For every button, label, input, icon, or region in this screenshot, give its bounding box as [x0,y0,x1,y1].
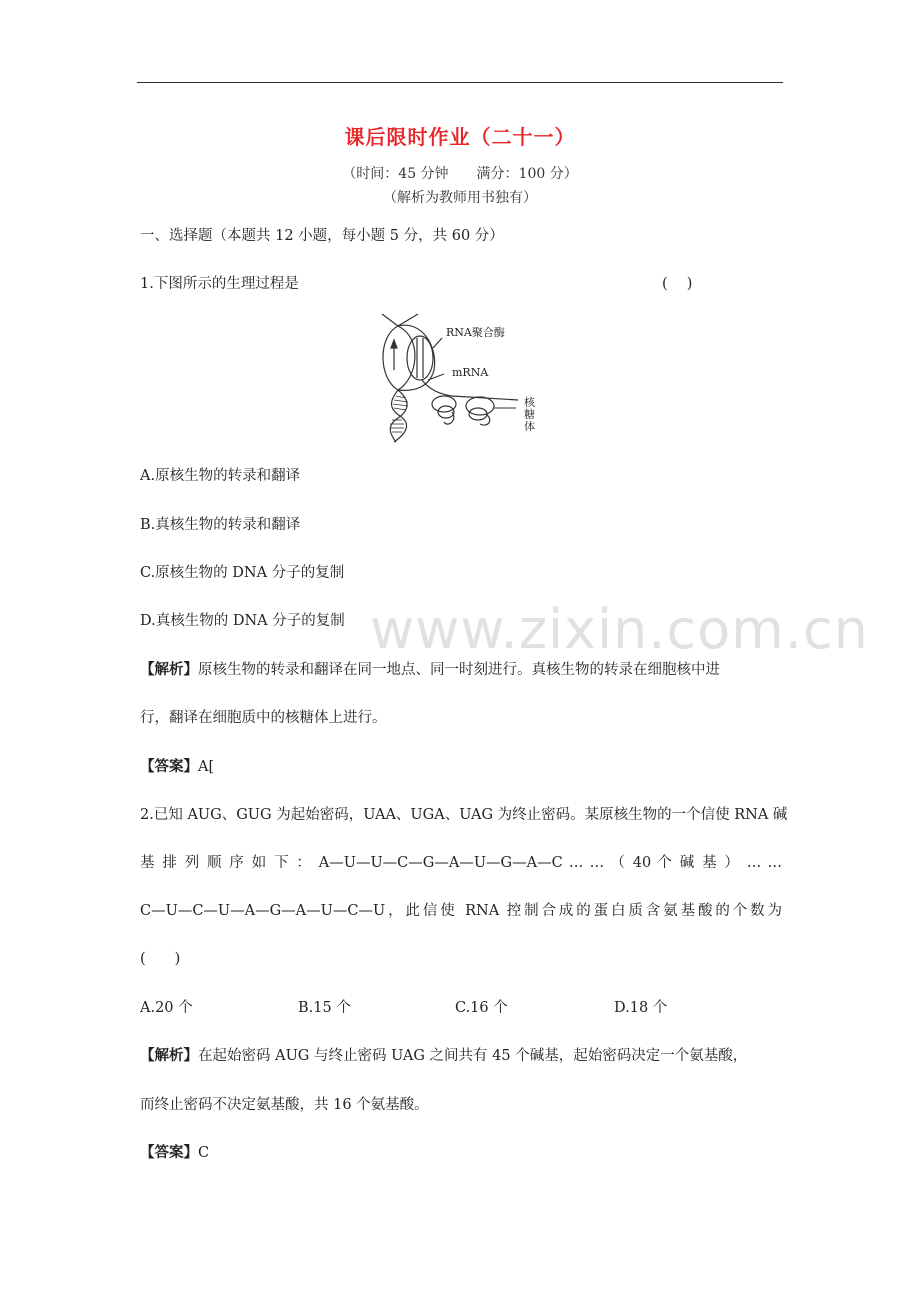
q2-option-b: B.15 个 [298,1000,351,1016]
q1-option-d: D.真核生物的 DNA 分子的复制 [140,613,345,629]
q2-analysis-line1 [140,1044,747,1065]
direction-arrow-icon [391,340,397,370]
q2-analysis-text1: 在起始密码 AUG 与终止密码 UAG 之间共有 45 个碱基，起始密码决定一个氨基酸， [198,1048,748,1064]
section-heading: 一、选择题（本题共 12 小题，每小题 5 分，共 60 分） [140,228,504,244]
q2-answer [140,1141,209,1162]
dna-bubble [382,314,435,390]
q1-analysis-line1 [140,658,720,679]
q1-answer-tag: 【答案】 [140,758,198,775]
q1-analysis-line2: 行，翻译在细胞质中的核糖体上进行。 [140,710,387,726]
time-info: （时间：45 分钟 满分：100 分） [342,166,578,182]
q2-option-d: D.18 个 [614,1000,668,1016]
page-title: 课后限时作业（二十一） [344,125,576,149]
q1-option-c: C.原核生物的 DNA 分子的复制 [140,565,345,581]
mrna-pointer [428,374,444,380]
mrna-strand [422,380,518,400]
q1-stem: 1.下图所示的生理过程是 [140,276,299,292]
ribosome-label-3: 体 [524,420,535,433]
q2-stem-line1: 2.已知 AUG、GUG 为起始密码，UAA、UGA、UAG 为终止密码。某原核生物的一个信使 RNA 碱 [140,807,788,823]
ribosome-shapes [432,396,494,425]
q1-option-b: B.真核生物的转录和翻译 [140,517,301,533]
q1-option-a: A.原核生物的转录和翻译 [140,468,301,484]
q2-answer-paren: ( ) [140,951,181,967]
q2-stem-line2: 基 排 列 顺 序 如 下 ： A—U—U—C—G—A—U—G—A—C … … （ 40 个 碱 基 ） … … [140,855,783,871]
q2-analysis-tag: 【解析】 [140,1047,198,1064]
dna-base-pairs [390,396,408,432]
q2-analysis-line2: 而终止密码不决定氨基酸，共 16 个氨基酸。 [140,1097,429,1113]
rna-polymerase-label: RNA聚合酶 [446,326,505,339]
q1-analysis-text1: 原核生物的转录和翻译在同一地点、同一时刻进行。真核生物的转录在细胞核中进 [198,662,720,678]
teacher-note: （解析为教师用书独有） [383,190,537,206]
q2-option-c: C.16 个 [455,1000,508,1016]
transcription-translation-figure [368,308,548,448]
q1-answer [140,755,214,776]
ribosome-label-1: 核 [524,396,535,409]
site-watermark: www.zixin.com.cn [370,598,869,661]
mrna-label: mRNA [452,366,489,379]
q2-answer-value: C [198,1145,210,1161]
q2-answer-tag: 【答案】 [140,1144,198,1161]
q2-option-a: A.20 个 [140,1000,193,1016]
q1-analysis-tag: 【解析】 [140,661,198,678]
header-rule [137,82,783,83]
q2-stem-line3: C—U—C—U—A—G—A—U—C—U，此信使 RNA 控制合成的蛋白质含氨基酸的个数为 [140,903,782,919]
ribosome-label-2: 糖 [524,408,535,421]
q1-answer-value: A[ [198,759,215,775]
q1-answer-paren: ( ) [662,276,693,292]
